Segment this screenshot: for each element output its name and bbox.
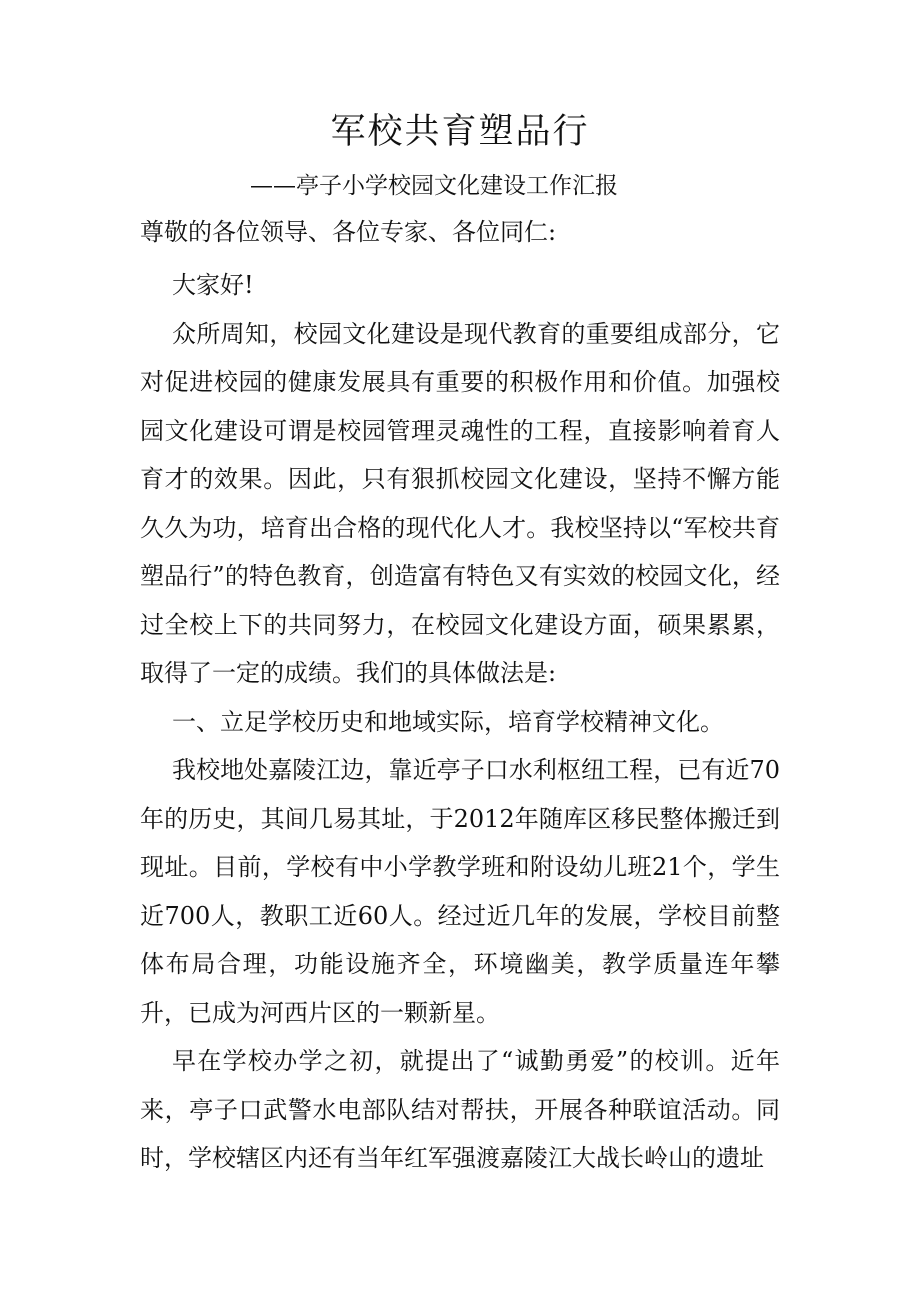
school-motto-paragraph: 早在学校办学之初，就提出了“诚勤勇爱”的校训。近年来，亭子口武警水电部队结对帮扶，开展各种联谊活动。同时，学校辖区内还有当年红军强渡嘉陵江大战长岭山的遗址 — [140, 1047, 780, 1172]
intro-paragraph: 众所周知，校园文化建设是现代教育的重要组成部分，它对促进校园的健康发展具有重要的积极作用和价值。加强校园文化建设可谓是校园管理灵魂性的工程，直接影响着育人育才的效果。因此，只有狠抓校园文化建设，坚持不懈方能久久为功，培育出合格的现代化人才。我校坚持以“军校共育塑品行”的特色教育，创造富有特色又有实效的校园文化，经过全校上下的共同努力，在校园文化建设方面，硕果累累，取得了一定的成绩。我们的具体做法是: — [140, 319, 780, 687]
section-heading: 一、立足学校历史和地域实际，培育学校精神文化。 — [172, 707, 724, 736]
body-text — [140, 261, 780, 1183]
document-subtitle: ——亭子小学校园文化建设工作汇报 — [250, 173, 618, 199]
document-title: 军校共育塑品行 — [330, 112, 590, 152]
greeting-paragraph: 大家好! — [172, 271, 254, 299]
salutation: 尊敬的各位领导、各位专家、各位同仁: — [140, 218, 557, 246]
school-history-paragraph: 我校地处嘉陵江边，靠近亭子口水利枢纽工程，已有近70年的历史，其间几易其址，于2012年随库区移民整体搬迁到现址。目前，学校有中小学教学班和附设幼儿班21个，学生近700人，教职工近60人。经过近几年的发展，学校目前整体布局合理，功能设施齐全，环境幽美，教学质量连年攀升，已成为河西片区的一颗新星。 — [140, 756, 780, 1027]
